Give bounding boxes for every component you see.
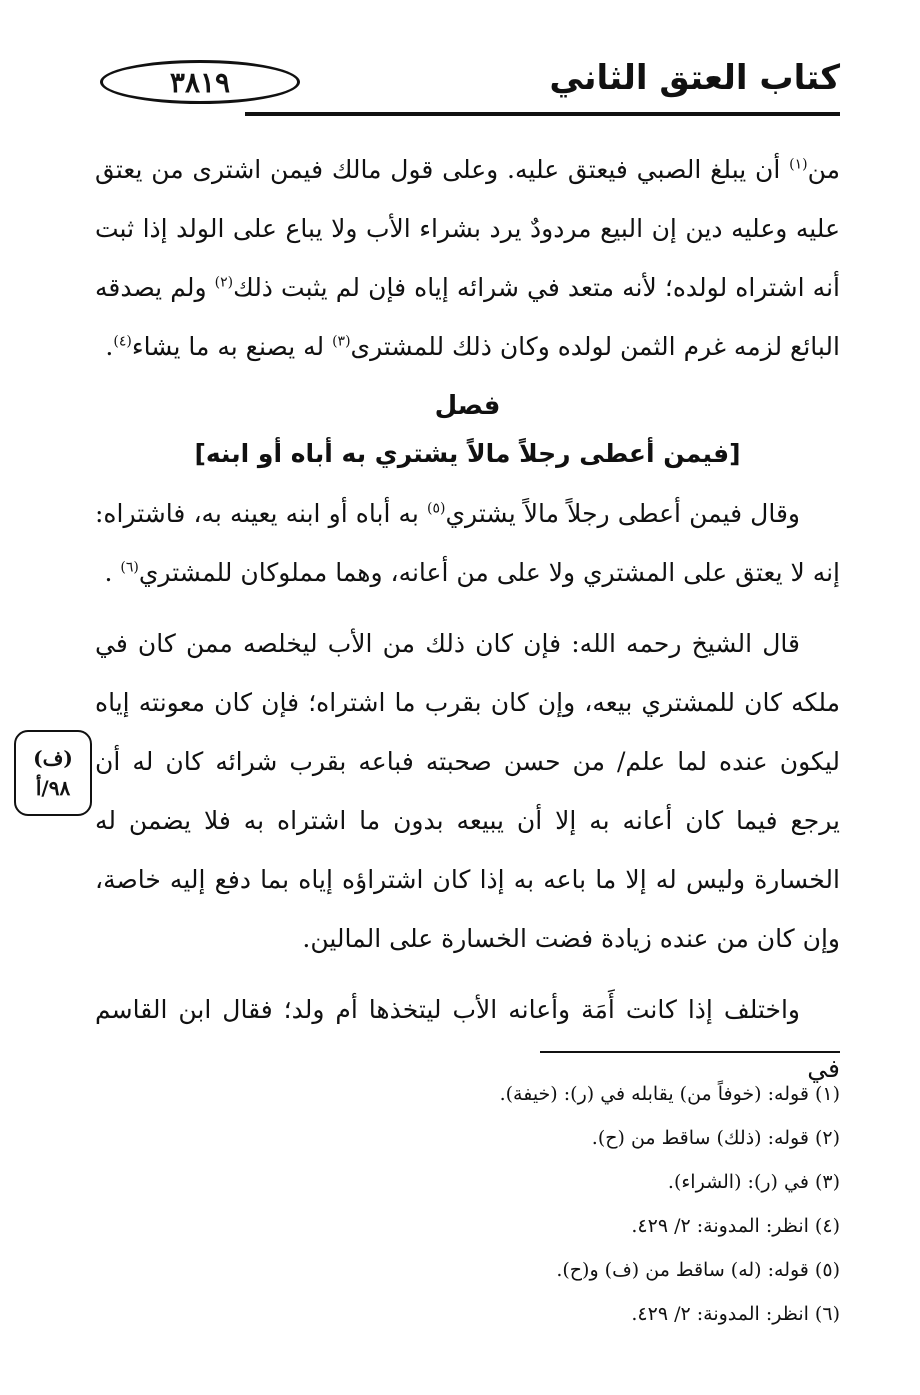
footnote-ref-1: (١) [789,156,808,173]
footnote-ref-6: (٦) [120,559,139,576]
text-run: وقال فيمن أعطى رجلاً مالاً يشتري [445,499,800,528]
paragraph-2 [95,484,840,602]
text-run: من [807,155,840,184]
paragraph-4: واختلف إذا كانت أَمَة وأعانه الأب ليتخذها أم ولد؛ فقال ابن القاسم في [95,995,840,1083]
footnote-3: (٣) في (ر): (الشراء). [667,1171,840,1193]
paragraph-1 [95,140,840,376]
page-header [95,50,840,116]
footnote-2: (٢) قوله: (ذلك) ساقط من (ح). [591,1127,840,1149]
margin-note-folio: ٩٨/أ [35,776,71,800]
manuscript-margin-note [14,730,92,816]
footnote-4: (٤) انظر: المدونة: ٢/ ٤٢٩. [631,1215,840,1237]
margin-note-manuscript: (ف) [33,746,73,770]
footnote-6: (٦) انظر: المدونة: ٢/ ٤٢٩. [631,1303,840,1325]
page-number: ٣٨١٩ [100,60,300,104]
footnote-ref-2: (٢) [214,274,234,291]
footnote-5: (٥) قوله: (له) ساقط من (ف) و(ح). [556,1259,840,1281]
footnote-ref-3: (٣) [332,333,351,350]
text-run: ولم يصدقه البائع لزمه غرم الثمن لولده وكان ذلك للمشترى [95,273,840,361]
section-subheading: [فيمن أعطى رجلاً مالاً يشتري به أباه أو ابنه] [194,439,741,468]
section-heading: فصل [434,391,501,421]
footnote-ref-4: (٤) [113,333,132,350]
text-run: له يصنع به ما يشاء [131,332,333,361]
footnote-1: (١) قوله: (خوفاً من) يقابله في (ر): (خيفة). [499,1083,840,1105]
footnote-ref-5: (٥) [427,500,446,517]
text-run: أن يبلغ الصبي فيعتق عليه. وعلى قول مالك فيمن اشترى من يعتق عليه وعليه دين إن البيع مردودٌ يرد بشراء الأب ولا يباع على الولد إذا ثبت أنه اشتراه لولده؛ لأنه متعد في شرائه إياه فإن لم يثبت ذلك [95,155,840,302]
paragraph-3: قال الشيخ رحمه الله: فإن كان ذلك من الأب ليخلصه ممن كان في ملكه كان للمشتري بيعه، وإن كان بقرب ما اشتراه؛ فإن كان معونته إياه ليكون عنده لما علم/ من حسن صحبته فباعه بقرب شرائه كان له أن يرجع فيما كان أعانه به إلا أن يبيعه بدون ما اشتراه به فلا يضمن له الخسارة وليس له إلا ما باعه به إذا كان اشتراؤه إياه بما دفع إليه خاصة، وإن كان من عنده زيادة فضت الخسارة على المالين. [95,629,840,953]
text-run: . [104,558,121,587]
footnotes [95,1072,840,1336]
text-run: به أباه أو ابنه يعينه به، فاشتراه: إنه لا يعتق على المشتري ولا على من أعانه، وهما مملوكان للمشتري [95,499,840,587]
running-title: كتاب العتق الثاني [549,58,840,98]
text-run: . [105,332,114,361]
header-rule [245,112,840,116]
main-text [95,140,840,1098]
footnote-separator [540,1051,840,1053]
